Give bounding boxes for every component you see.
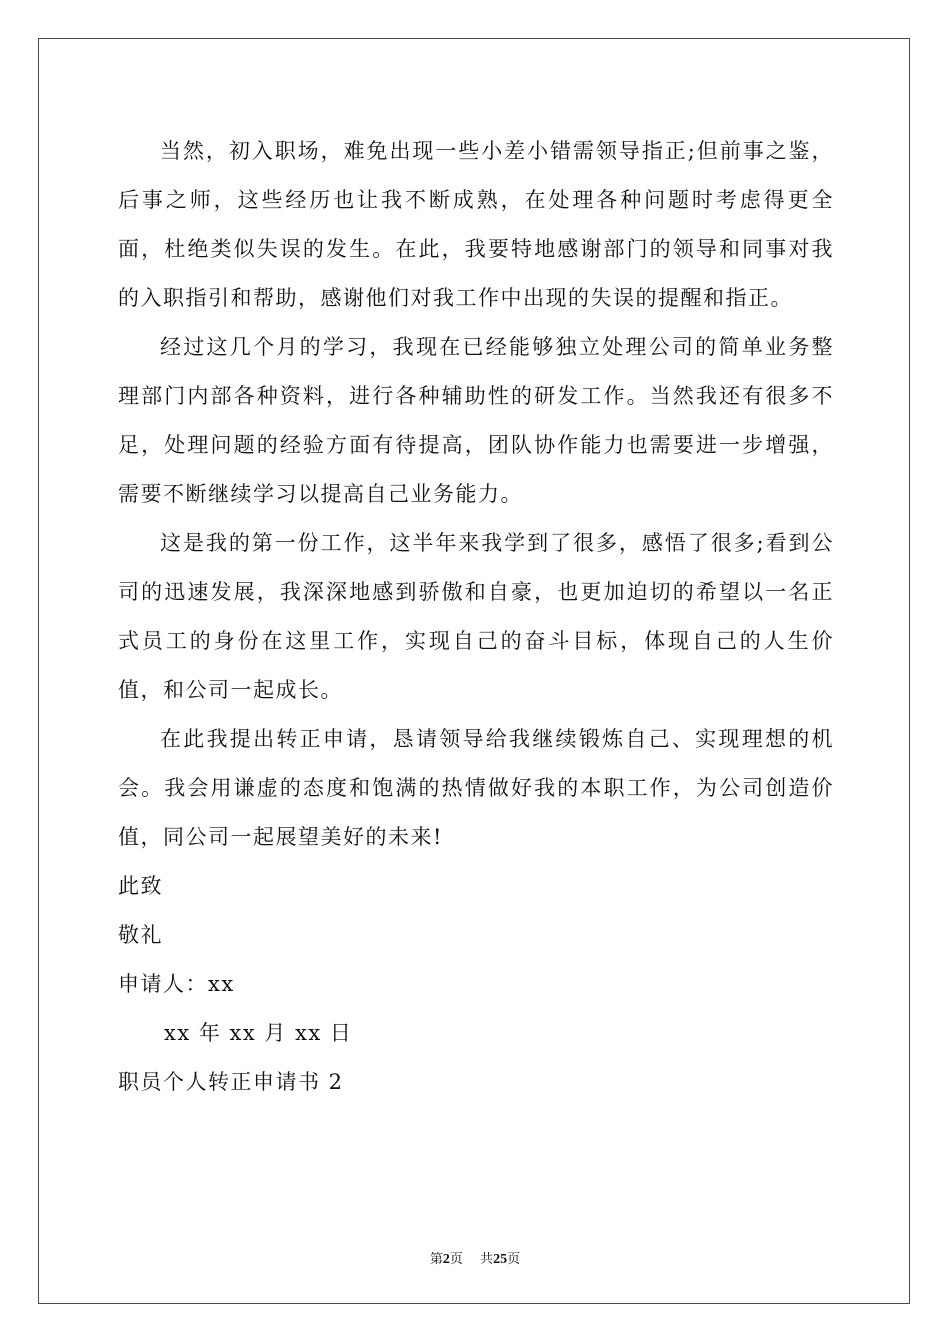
date-line: xx 年 xx 月 xx 日 bbox=[164, 1021, 353, 1045]
applicant-line: 申请人：xx bbox=[118, 972, 235, 996]
paragraph-3: 这是我的第一份工作，这半年来我学到了很多，感悟了很多;看到公司的迅速发展，我深深地感到骄傲和自豪，也更加迫切的希望以一名正式员工的身份在这里工作，实现自己的奋斗目标，体现自己的人生价值，和公司一起成长。 bbox=[118, 531, 834, 702]
document-body bbox=[118, 127, 834, 1107]
paragraph-1: 当然，初入职场，难免出现一些小差小错需领导指正;但前事之鉴，后事之师，这些经历也让我不断成熟，在处理各种问题时考虑得更全面，杜绝类似失误的发生。在此，我要特地感谢部门的领导和同事对我的入职指引和帮助，感谢他们对我工作中出现的失误的提醒和指正。 bbox=[118, 139, 834, 310]
paragraph-4: 在此我提出转正申请，恳请领导给我继续锻炼自己、实现理想的机会。我会用谦虚的态度和饱满的热情做好我的本职工作，为公司创造价值，同公司一起展望美好的未来! bbox=[118, 727, 834, 849]
paragraph-2: 经过这几个月的学习，我现在已经能够独立处理公司的简单业务整理部门内部各种资料，进行各种辅助性的研发工作。当然我还有很多不足，处理问题的经验方面有待提高，团队协作能力也需要进一步增强，需要不断继续学习以提高自己业务能力。 bbox=[118, 335, 834, 506]
closing-line: 此致 bbox=[118, 874, 163, 898]
salute-line: 敬礼 bbox=[118, 923, 163, 947]
next-section-title: 职员个人转正申请书 2 bbox=[118, 1070, 344, 1094]
footer-page-number: 2 bbox=[442, 1252, 450, 1267]
page-footer bbox=[0, 1248, 950, 1268]
footer-page-mid: 页 共 bbox=[449, 1252, 494, 1267]
footer-total-pages: 25 bbox=[493, 1252, 508, 1267]
footer-page-prefix: 第 bbox=[429, 1252, 443, 1267]
footer-page-suffix: 页 bbox=[507, 1252, 521, 1267]
